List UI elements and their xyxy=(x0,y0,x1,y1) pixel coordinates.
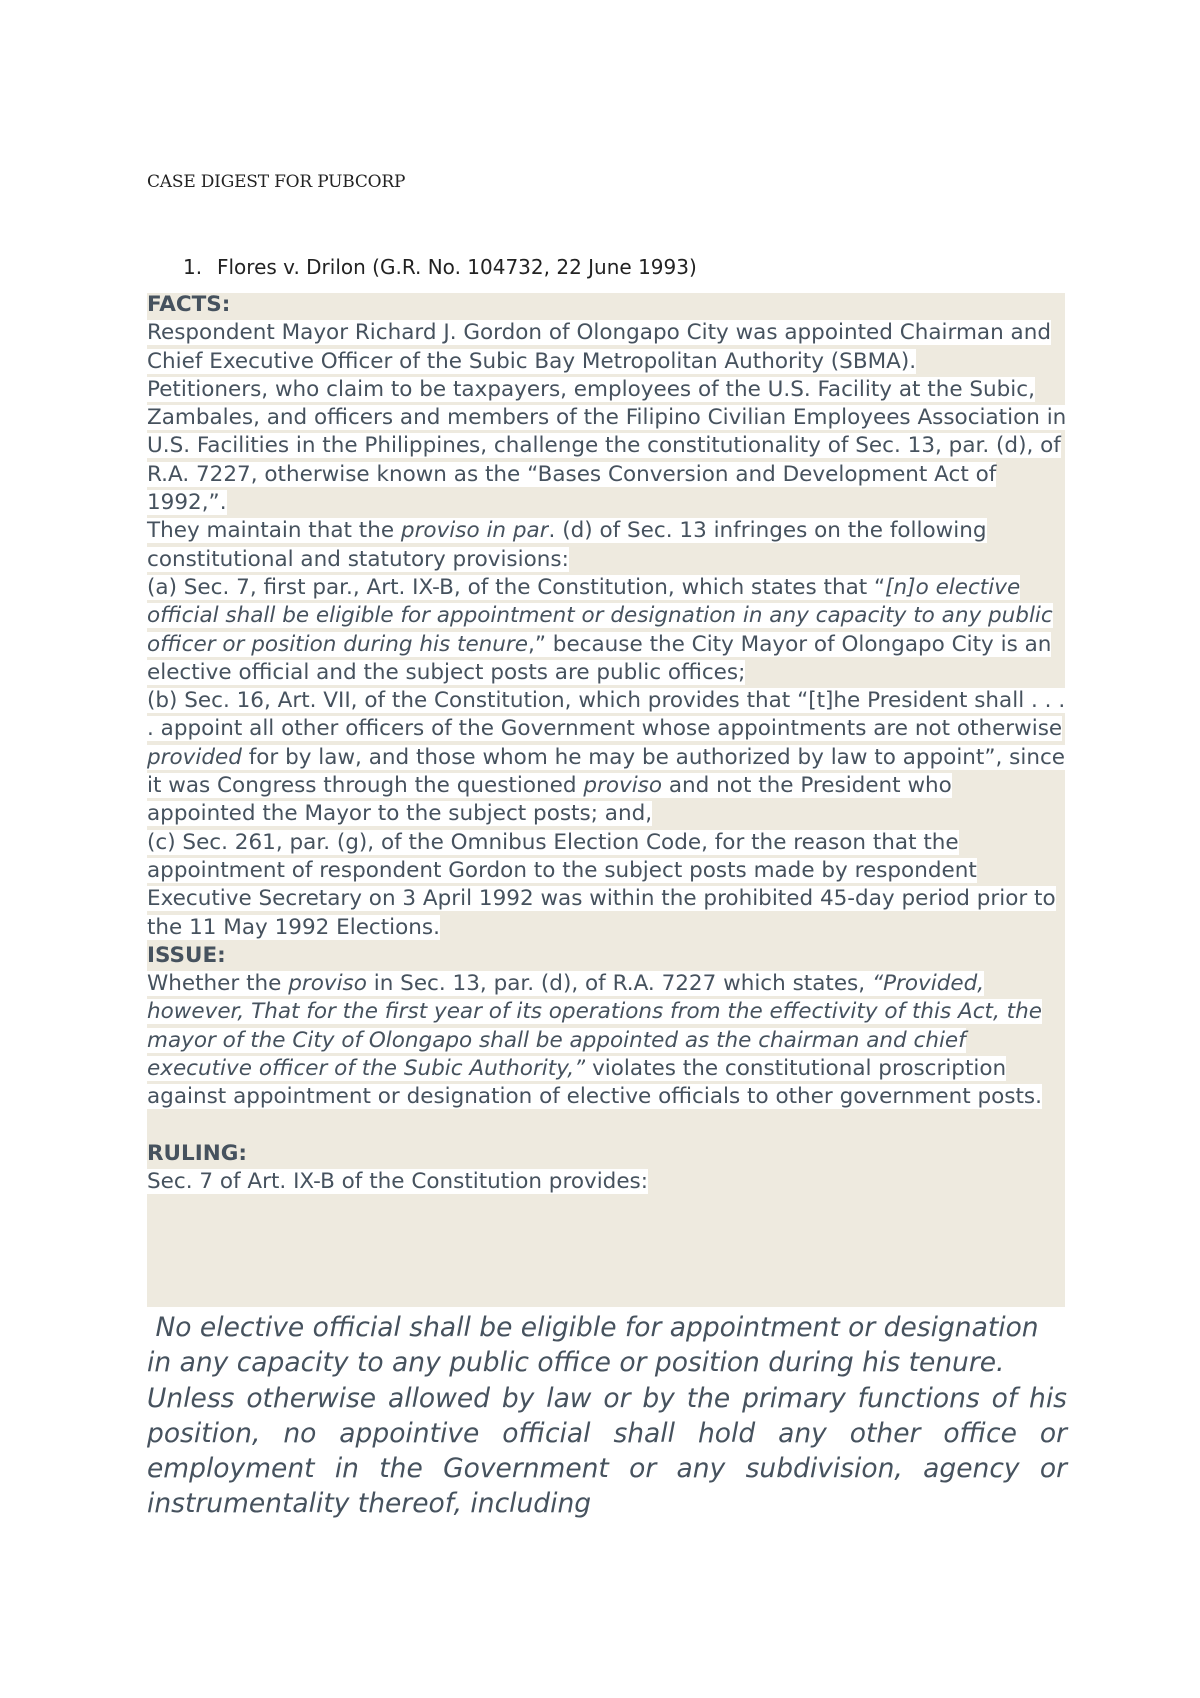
blank-line xyxy=(147,1112,1067,1140)
issue-paragraph xyxy=(147,970,1067,1111)
item-b-italic: provided xyxy=(147,744,242,770)
facts-item-b xyxy=(147,687,1067,828)
facts-p3-italic: proviso in par xyxy=(400,518,549,544)
item-a-quote: [n]o elective official shall be eligible for appointment or designation in any capacity to any public officer or position during his tenure xyxy=(147,574,1053,657)
item-b-text: (b) Sec. 16, Art. VII, of the Constitution, which provides that “[t]he President shall . . . . appoint all other officers of the Government whose appointments are not otherwise xyxy=(147,688,1066,742)
item-b-text-2: for by law, and those whom he may be authorized by law to appoint”, since it was Congress through the questioned xyxy=(147,744,1066,799)
item-a-text: (a) Sec. 7, first par., Art. IX-B, of the Constitution, which states that “ xyxy=(147,574,886,600)
issue-quote: “Provided, however, That for the first year of its operations from the effectivity of this Act, the mayor of the City of Olongapo shall be appointed as the chairman and chief executive officer of the Subic Authority,” xyxy=(147,971,1042,1082)
issue-text-end: violates the constitutional proscription against appointment or designation of elective officials to other government posts. xyxy=(147,1056,1042,1110)
item-b-italic-2: proviso xyxy=(583,773,663,799)
case-body xyxy=(147,291,1067,1197)
issue-text-2: in Sec. 13, par. (d), of R.A. 7227 which states, xyxy=(366,971,872,997)
issue-text: Whether the xyxy=(147,971,289,997)
case-title: Flores v. Drilon (G.R. No. 104732, 22 June 1993) xyxy=(217,255,697,279)
facts-paragraph-1: Respondent Mayor Richard J. Gordon of Olongapo City was appointed Chairman and Chief Executive Officer of the Subic Bay Metropolitan Authority (SBMA). xyxy=(147,320,1051,374)
quote-paragraph-2: Unless otherwise allowed by law or by the primary functions of his position, no appointive official shall hold any other office or employment in the Government or any subdivision, agency or instrumentality thereof, including xyxy=(147,1382,1067,1520)
item-b-text-end: and not the President who appointed the Mayor to the subject posts; and, xyxy=(147,773,952,827)
issue-heading: ISSUE: xyxy=(147,942,226,968)
facts-p3-text: They maintain that the xyxy=(147,518,401,544)
facts-item-c: (c) Sec. 261, par. (g), of the Omnibus Election Code, for the reason that the appointment of respondent Gordon to the subject posts made by respondent Executive Secretary on 3 April 1992 was within the prohibited 45-day period prior to the 11 May 1992 Elections. xyxy=(147,829,1056,940)
ruling-heading: RULING: xyxy=(147,1140,247,1166)
case-number: 1. xyxy=(183,255,203,279)
document-title: CASE DIGEST FOR PUBCORP xyxy=(147,172,406,192)
facts-item-a xyxy=(147,574,1067,687)
facts-p3-text-end: . (d) of Sec. 13 infringes on the following constitutional and statutory provisions: xyxy=(147,518,987,572)
case-heading xyxy=(183,255,697,279)
constitution-quote xyxy=(147,1310,1067,1522)
facts-paragraph-3 xyxy=(147,517,1067,574)
facts-heading: FACTS: xyxy=(147,292,231,317)
issue-italic: proviso xyxy=(288,971,367,997)
item-a-text-end: ,” because the City Mayor of Olongapo City is an elective official and the subject posts are public offices; xyxy=(147,631,1052,685)
ruling-intro: Sec. 7 of Art. IX-B of the Constitution provides: xyxy=(147,1169,648,1195)
quote-paragraph-1: No elective official shall be eligible for appointment or designation in any capacity to any public office or position during his tenure. xyxy=(147,1312,1048,1379)
facts-paragraph-2: Petitioners, who claim to be taxpayers, employees of the U.S. Facility at the Subic, Zambales, and officers and members of the Filipino Civilian Employees Association in U.S. Facilities in the Philippines, challenge the constitutionality of Sec. 13, par. (d), of R.A. 7227, otherwise known as the “Bases Conversion and Development Act of 1992,”. xyxy=(147,376,1067,516)
